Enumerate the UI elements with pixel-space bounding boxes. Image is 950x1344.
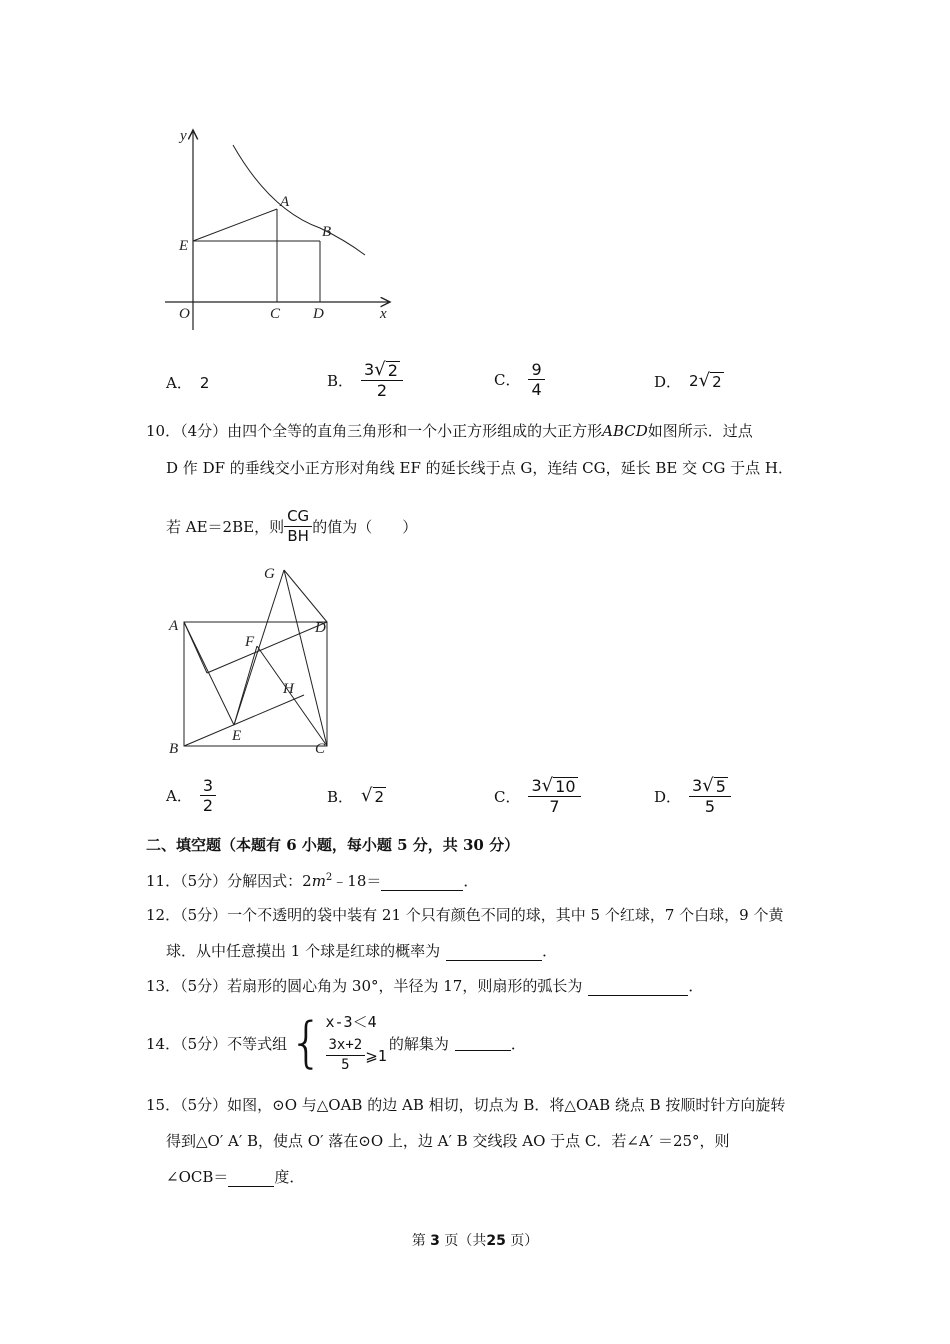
q9-option-d: D． 2 √ 2 xyxy=(654,370,722,391)
label-y: y xyxy=(180,128,187,144)
label-o: O xyxy=(179,306,190,322)
q10-line1: 10．（4分）由四个全等的直角三角形和一个小正方形组成的大正方形ABCD如图所示．过点 xyxy=(146,422,753,440)
q10-line2: D 作 DF 的垂线交小正方形对角线 EF 的延长线于点 G，连结 CG，延长 BE 交 CG 于点 H． xyxy=(166,459,793,477)
q14-answer-blank[interactable] xyxy=(455,1036,511,1051)
label-g: G xyxy=(264,566,275,582)
label-e2: E xyxy=(232,728,242,744)
q12-line1: 12．（5分）一个不透明的袋中装有 21 个只有颜色不同的球，其中 5 个红球，7 个白球，9 个黄 xyxy=(146,906,784,924)
label-f: F xyxy=(245,634,255,650)
q10-option-b: B． √ 2 xyxy=(327,785,385,806)
q15-line2: 得到△O′ A′ B，使点 O′ 落在⊙O 上，边 A′ B 交线段 AO 于点 C．若∠A′ ＝25°，则 xyxy=(166,1132,730,1150)
q10-option-c: C． 3 √ 10 7 xyxy=(494,776,581,816)
section-heading: 二、填空题（本题有 6 小题，每小题 5 分，共 30 分） xyxy=(146,836,520,854)
q14-ineq1: x-3＜4 xyxy=(325,1013,377,1031)
label-a: A xyxy=(280,194,290,210)
q12-answer-blank[interactable] xyxy=(446,946,542,961)
label-a2: A xyxy=(169,618,179,634)
q9-option-a: A． 2 xyxy=(166,373,210,392)
q15-line1: 15．（5分）如图，⊙O 与△OAB 的边 AB 相切，切点为 B．将△OAB 绕点 B 按顺时针方向旋转 xyxy=(146,1096,786,1114)
label-d: D xyxy=(313,306,324,322)
label-c2: C xyxy=(315,741,326,757)
label-h: H xyxy=(283,681,294,697)
q10-option-a: A． $\frac{3}{2}$ xyxy=(166,776,216,815)
q15-line3: ∠OCB＝ 度． xyxy=(166,1168,305,1186)
q13: 13．（5分）若扇形的圆心角为 30°，半径为 17，则扇形的弧长为 ． xyxy=(146,977,704,995)
page-footer: 第 3 页（共25 页） xyxy=(411,1233,539,1249)
q9-option-c: C． $\frac{9}{4}$ xyxy=(494,360,545,399)
q13-answer-blank[interactable] xyxy=(588,981,688,996)
label-b: B xyxy=(322,224,332,240)
label-e: E xyxy=(179,238,189,254)
q10-option-d: D． 3 √ 5 5 xyxy=(654,776,731,816)
label-c: C xyxy=(270,306,281,322)
q11: 11．（5分）分解因式：$2m^2﹣18=$ ． xyxy=(146,872,479,890)
label-d2: D xyxy=(315,620,326,636)
q10-line3: 若 AE＝2BE，则 $\frac{CG}{BH}$ 的值为（ ） xyxy=(166,507,418,545)
hyperbola-curve xyxy=(233,145,365,255)
q14: 14．（5分）不等式组 { x-3＜4 $\frac{3x+2}{5}$ ⩾1 的解集为 ． xyxy=(146,1011,526,1074)
q11-answer-blank[interactable] xyxy=(381,876,463,891)
figure-square xyxy=(160,560,340,765)
label-x: x xyxy=(380,306,387,322)
q9-option-b: B． 3 √ 2 2 xyxy=(327,360,403,400)
q15-answer-blank[interactable] xyxy=(228,1172,274,1187)
q12-line2: 球．从中任意摸出 1 个球是红球的概率为 ． xyxy=(166,942,558,960)
figure-hyperbola xyxy=(160,120,400,340)
label-b2: B xyxy=(169,741,179,757)
